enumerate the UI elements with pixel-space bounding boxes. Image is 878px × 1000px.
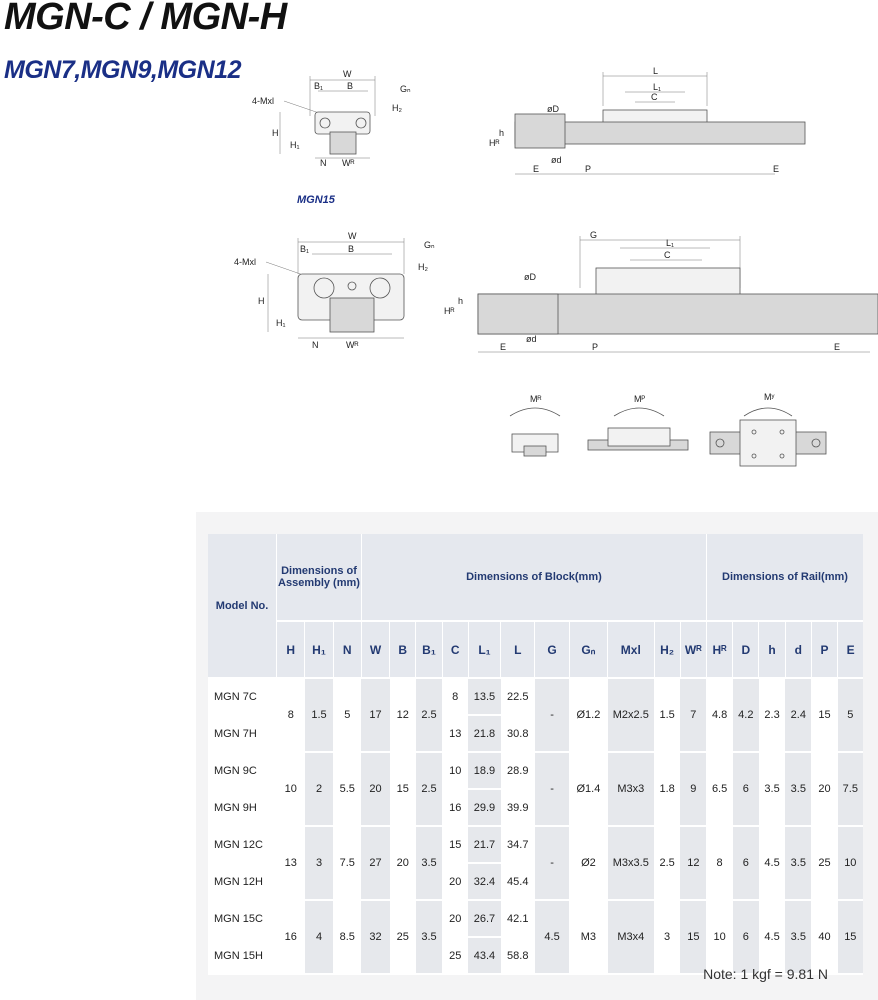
table-cell: 4.5 xyxy=(759,826,785,900)
table-cell: 42.1 xyxy=(501,900,535,937)
column-header: C xyxy=(442,621,468,678)
page-title: MGN-C / MGN-H xyxy=(4,0,287,38)
table-cell: 4.5 xyxy=(535,900,569,974)
table-cell: MGN 7C xyxy=(208,678,277,715)
label-N: N xyxy=(320,158,327,168)
label-E-left: E xyxy=(533,164,540,174)
table-cell: 20 xyxy=(361,752,389,826)
table-cell: 9 xyxy=(680,752,706,826)
label-B1: B₁ xyxy=(314,81,324,91)
table-cell: 7.5 xyxy=(333,826,361,900)
table-cell: MGN 15C xyxy=(208,900,277,937)
table-cell: 26.7 xyxy=(468,900,500,937)
label-W: W xyxy=(343,69,352,79)
label-MP: Mᴾ xyxy=(634,394,646,404)
table-cell: 8.5 xyxy=(333,900,361,974)
label-W-15: W xyxy=(348,231,357,241)
header-dimensions-assembly: Dimensions of Assembly (mm) xyxy=(277,534,362,621)
label-B1-15: B₁ xyxy=(300,244,310,254)
label-C-15: C xyxy=(664,250,671,260)
label-D: øD xyxy=(547,104,559,114)
table-cell: 25 xyxy=(442,937,468,974)
table-cell: 25 xyxy=(390,900,416,974)
table-cell: 2.5 xyxy=(416,752,442,826)
table-cell: 6 xyxy=(733,826,759,900)
table-cell: M3x4 xyxy=(608,900,654,974)
column-header: N xyxy=(333,621,361,678)
table-cell: 3.5 xyxy=(785,900,811,974)
table-cell: - xyxy=(535,826,569,900)
label-H2-15: H₂ xyxy=(418,262,428,272)
table-cell: 30.8 xyxy=(501,715,535,752)
table-cell: MGN 7H xyxy=(208,715,277,752)
table-cell: 13 xyxy=(442,715,468,752)
label-H-15: H xyxy=(258,296,265,306)
label-Gn: Gₙ xyxy=(400,84,411,94)
table-cell: 1.5 xyxy=(654,678,680,752)
header-model-no: Model No. xyxy=(208,534,277,678)
table-cell: MGN 9C xyxy=(208,752,277,789)
column-header: H₂ xyxy=(654,621,680,678)
column-header: H xyxy=(277,621,305,678)
table-cell: 20 xyxy=(442,900,468,937)
table-cell: 34.7 xyxy=(501,826,535,863)
moment-diagram-mr xyxy=(500,392,570,462)
column-header: Hᴿ xyxy=(706,621,732,678)
table-cell: 27 xyxy=(361,826,389,900)
column-header: B xyxy=(390,621,416,678)
label-G: G xyxy=(590,230,598,240)
table-cell: 21.8 xyxy=(468,715,500,752)
label-C: C xyxy=(651,92,658,102)
label-E-left-15: E xyxy=(500,342,507,352)
label-H: H xyxy=(272,128,279,138)
table-cell: 2.3 xyxy=(759,678,785,752)
table-cell: 12 xyxy=(390,678,416,752)
table-cell: 15 xyxy=(838,900,863,974)
table-cell: 5.5 xyxy=(333,752,361,826)
column-header: Mxl xyxy=(608,621,654,678)
table-cell: 12 xyxy=(680,826,706,900)
column-header: L xyxy=(501,621,535,678)
label-Gn-15: Gₙ xyxy=(424,240,435,250)
table-cell: Ø1.2 xyxy=(569,678,607,752)
table-cell: Ø1.4 xyxy=(569,752,607,826)
table-cell: 3.5 xyxy=(785,826,811,900)
column-header: h xyxy=(759,621,785,678)
label-d: ød xyxy=(551,155,562,165)
table-cell: 3.5 xyxy=(785,752,811,826)
label-H2: H₂ xyxy=(392,103,402,113)
table-cell: 7.5 xyxy=(838,752,863,826)
table-cell: 5 xyxy=(838,678,863,752)
table-cell: 10 xyxy=(442,752,468,789)
table-cell: 1.8 xyxy=(654,752,680,826)
table-cell: 28.9 xyxy=(501,752,535,789)
column-header: Wᴿ xyxy=(680,621,706,678)
table-cell: 2.4 xyxy=(785,678,811,752)
side-view-drawing-mgn15 xyxy=(440,228,878,360)
table-cell: 3 xyxy=(654,900,680,974)
table-cell: 20 xyxy=(442,863,468,900)
table-cell: M3 xyxy=(569,900,607,974)
label-N-15: N xyxy=(312,340,319,350)
table-cell: 2.5 xyxy=(654,826,680,900)
table-cell: 6 xyxy=(733,900,759,974)
label-d-15: ød xyxy=(526,334,537,344)
table-cell: 13.5 xyxy=(468,678,500,715)
side-view-drawing-small xyxy=(485,66,805,186)
table-cell: 4.8 xyxy=(706,678,732,752)
table-cell: MGN 9H xyxy=(208,789,277,826)
table-cell: 4 xyxy=(305,900,333,974)
table-cell: 8 xyxy=(277,678,305,752)
header-dimensions-block: Dimensions of Block(mm) xyxy=(361,534,706,621)
note-text: Note: 1 kgf = 9.81 N xyxy=(703,966,828,982)
table-cell: 2 xyxy=(305,752,333,826)
label-L1: L₁ xyxy=(653,82,662,92)
table-cell: 43.4 xyxy=(468,937,500,974)
header-dimensions-rail: Dimensions of Rail(mm) xyxy=(706,534,863,621)
cross-section-drawing-small xyxy=(250,66,410,176)
label-mxl: 4-Mxl xyxy=(252,96,274,106)
table-cell: 20 xyxy=(811,752,837,826)
label-mxl-15: 4-Mxl xyxy=(234,257,256,267)
table-cell: 10 xyxy=(706,900,732,974)
label-h: h xyxy=(499,128,505,138)
column-header: Gₙ xyxy=(569,621,607,678)
table-cell: 22.5 xyxy=(501,678,535,715)
label-B: B xyxy=(347,81,354,91)
table-cell: 3.5 xyxy=(416,826,442,900)
cross-section-drawing-mgn15 xyxy=(232,230,442,360)
moment-diagram-my xyxy=(706,388,830,478)
table-cell: 15 xyxy=(811,678,837,752)
table-row xyxy=(208,900,863,937)
table-cell: 32.4 xyxy=(468,863,500,900)
label-B-15: B xyxy=(348,244,355,254)
table-cell: 10 xyxy=(838,826,863,900)
table-cell: 2.5 xyxy=(416,678,442,752)
table-cell: MGN 12C xyxy=(208,826,277,863)
table-cell: MGN 12H xyxy=(208,863,277,900)
table-cell: 3.5 xyxy=(416,900,442,974)
table-cell: 8 xyxy=(706,826,732,900)
label-P-15: P xyxy=(592,342,599,352)
table-cell: 16 xyxy=(442,789,468,826)
label-D-15: øD xyxy=(524,272,536,282)
page-subtitle: MGN7,MGN9,MGN12 xyxy=(4,56,241,84)
label-HR-15: Hᴿ xyxy=(444,306,455,316)
label-P: P xyxy=(585,164,592,174)
table-cell: Ø2 xyxy=(569,826,607,900)
table-row xyxy=(208,678,863,715)
table-cell: 6 xyxy=(733,752,759,826)
label-H1-15: H₁ xyxy=(276,318,286,328)
column-header: d xyxy=(785,621,811,678)
label-MY: Mʸ xyxy=(764,392,775,402)
table-cell: 4.5 xyxy=(759,900,785,974)
table-cell: 10 xyxy=(277,752,305,826)
column-header: G xyxy=(535,621,569,678)
label-H1: H₁ xyxy=(290,140,300,150)
table-cell: M3x3 xyxy=(608,752,654,826)
column-header: B₁ xyxy=(416,621,442,678)
table-cell: 17 xyxy=(361,678,389,752)
table-cell: 18.9 xyxy=(468,752,500,789)
column-header: P xyxy=(811,621,837,678)
label-E-right: E xyxy=(773,164,780,174)
table-cell: 15 xyxy=(442,826,468,863)
column-header-row xyxy=(208,621,863,678)
table-cell: 6.5 xyxy=(706,752,732,826)
table-cell: 5 xyxy=(333,678,361,752)
label-E-right-15: E xyxy=(834,342,841,352)
table-cell: MGN 15H xyxy=(208,937,277,974)
table-cell: 29.9 xyxy=(468,789,500,826)
table-cell: 45.4 xyxy=(501,863,535,900)
label-h-15: h xyxy=(458,296,464,306)
table-cell: 1.5 xyxy=(305,678,333,752)
spec-table-body xyxy=(208,678,863,974)
spec-table xyxy=(208,534,863,975)
table-cell: 8 xyxy=(442,678,468,715)
table-cell: 40 xyxy=(811,900,837,974)
table-cell: 39.9 xyxy=(501,789,535,826)
column-header: D xyxy=(733,621,759,678)
label-HR: Hᴿ xyxy=(489,138,500,148)
table-cell: - xyxy=(535,678,569,752)
table-cell: 20 xyxy=(390,826,416,900)
moment-diagram-mp xyxy=(584,390,694,460)
table-cell: 15 xyxy=(680,900,706,974)
table-cell: M2x2.5 xyxy=(608,678,654,752)
table-row xyxy=(208,826,863,863)
label-MR: Mᴿ xyxy=(530,394,542,404)
table-row xyxy=(208,752,863,789)
table-cell: 58.8 xyxy=(501,937,535,974)
column-header: W xyxy=(361,621,389,678)
table-cell: 21.7 xyxy=(468,826,500,863)
table-cell: 3 xyxy=(305,826,333,900)
label-L1-15: L₁ xyxy=(666,238,675,248)
column-header: L₁ xyxy=(468,621,500,678)
table-cell: 15 xyxy=(390,752,416,826)
table-cell: 4.2 xyxy=(733,678,759,752)
table-cell: 32 xyxy=(361,900,389,974)
table-cell: 13 xyxy=(277,826,305,900)
label-WR: Wᴿ xyxy=(342,158,355,168)
label-WR-15: Wᴿ xyxy=(346,340,359,350)
table-cell: 16 xyxy=(277,900,305,974)
table-cell: 3.5 xyxy=(759,752,785,826)
table-cell: M3x3.5 xyxy=(608,826,654,900)
label-L: L xyxy=(653,66,659,76)
column-header: H₁ xyxy=(305,621,333,678)
column-header: E xyxy=(838,621,863,678)
section-label-mgn15: MGN15 xyxy=(297,194,335,206)
table-cell: - xyxy=(535,752,569,826)
table-cell: 7 xyxy=(680,678,706,752)
table-cell: 25 xyxy=(811,826,837,900)
